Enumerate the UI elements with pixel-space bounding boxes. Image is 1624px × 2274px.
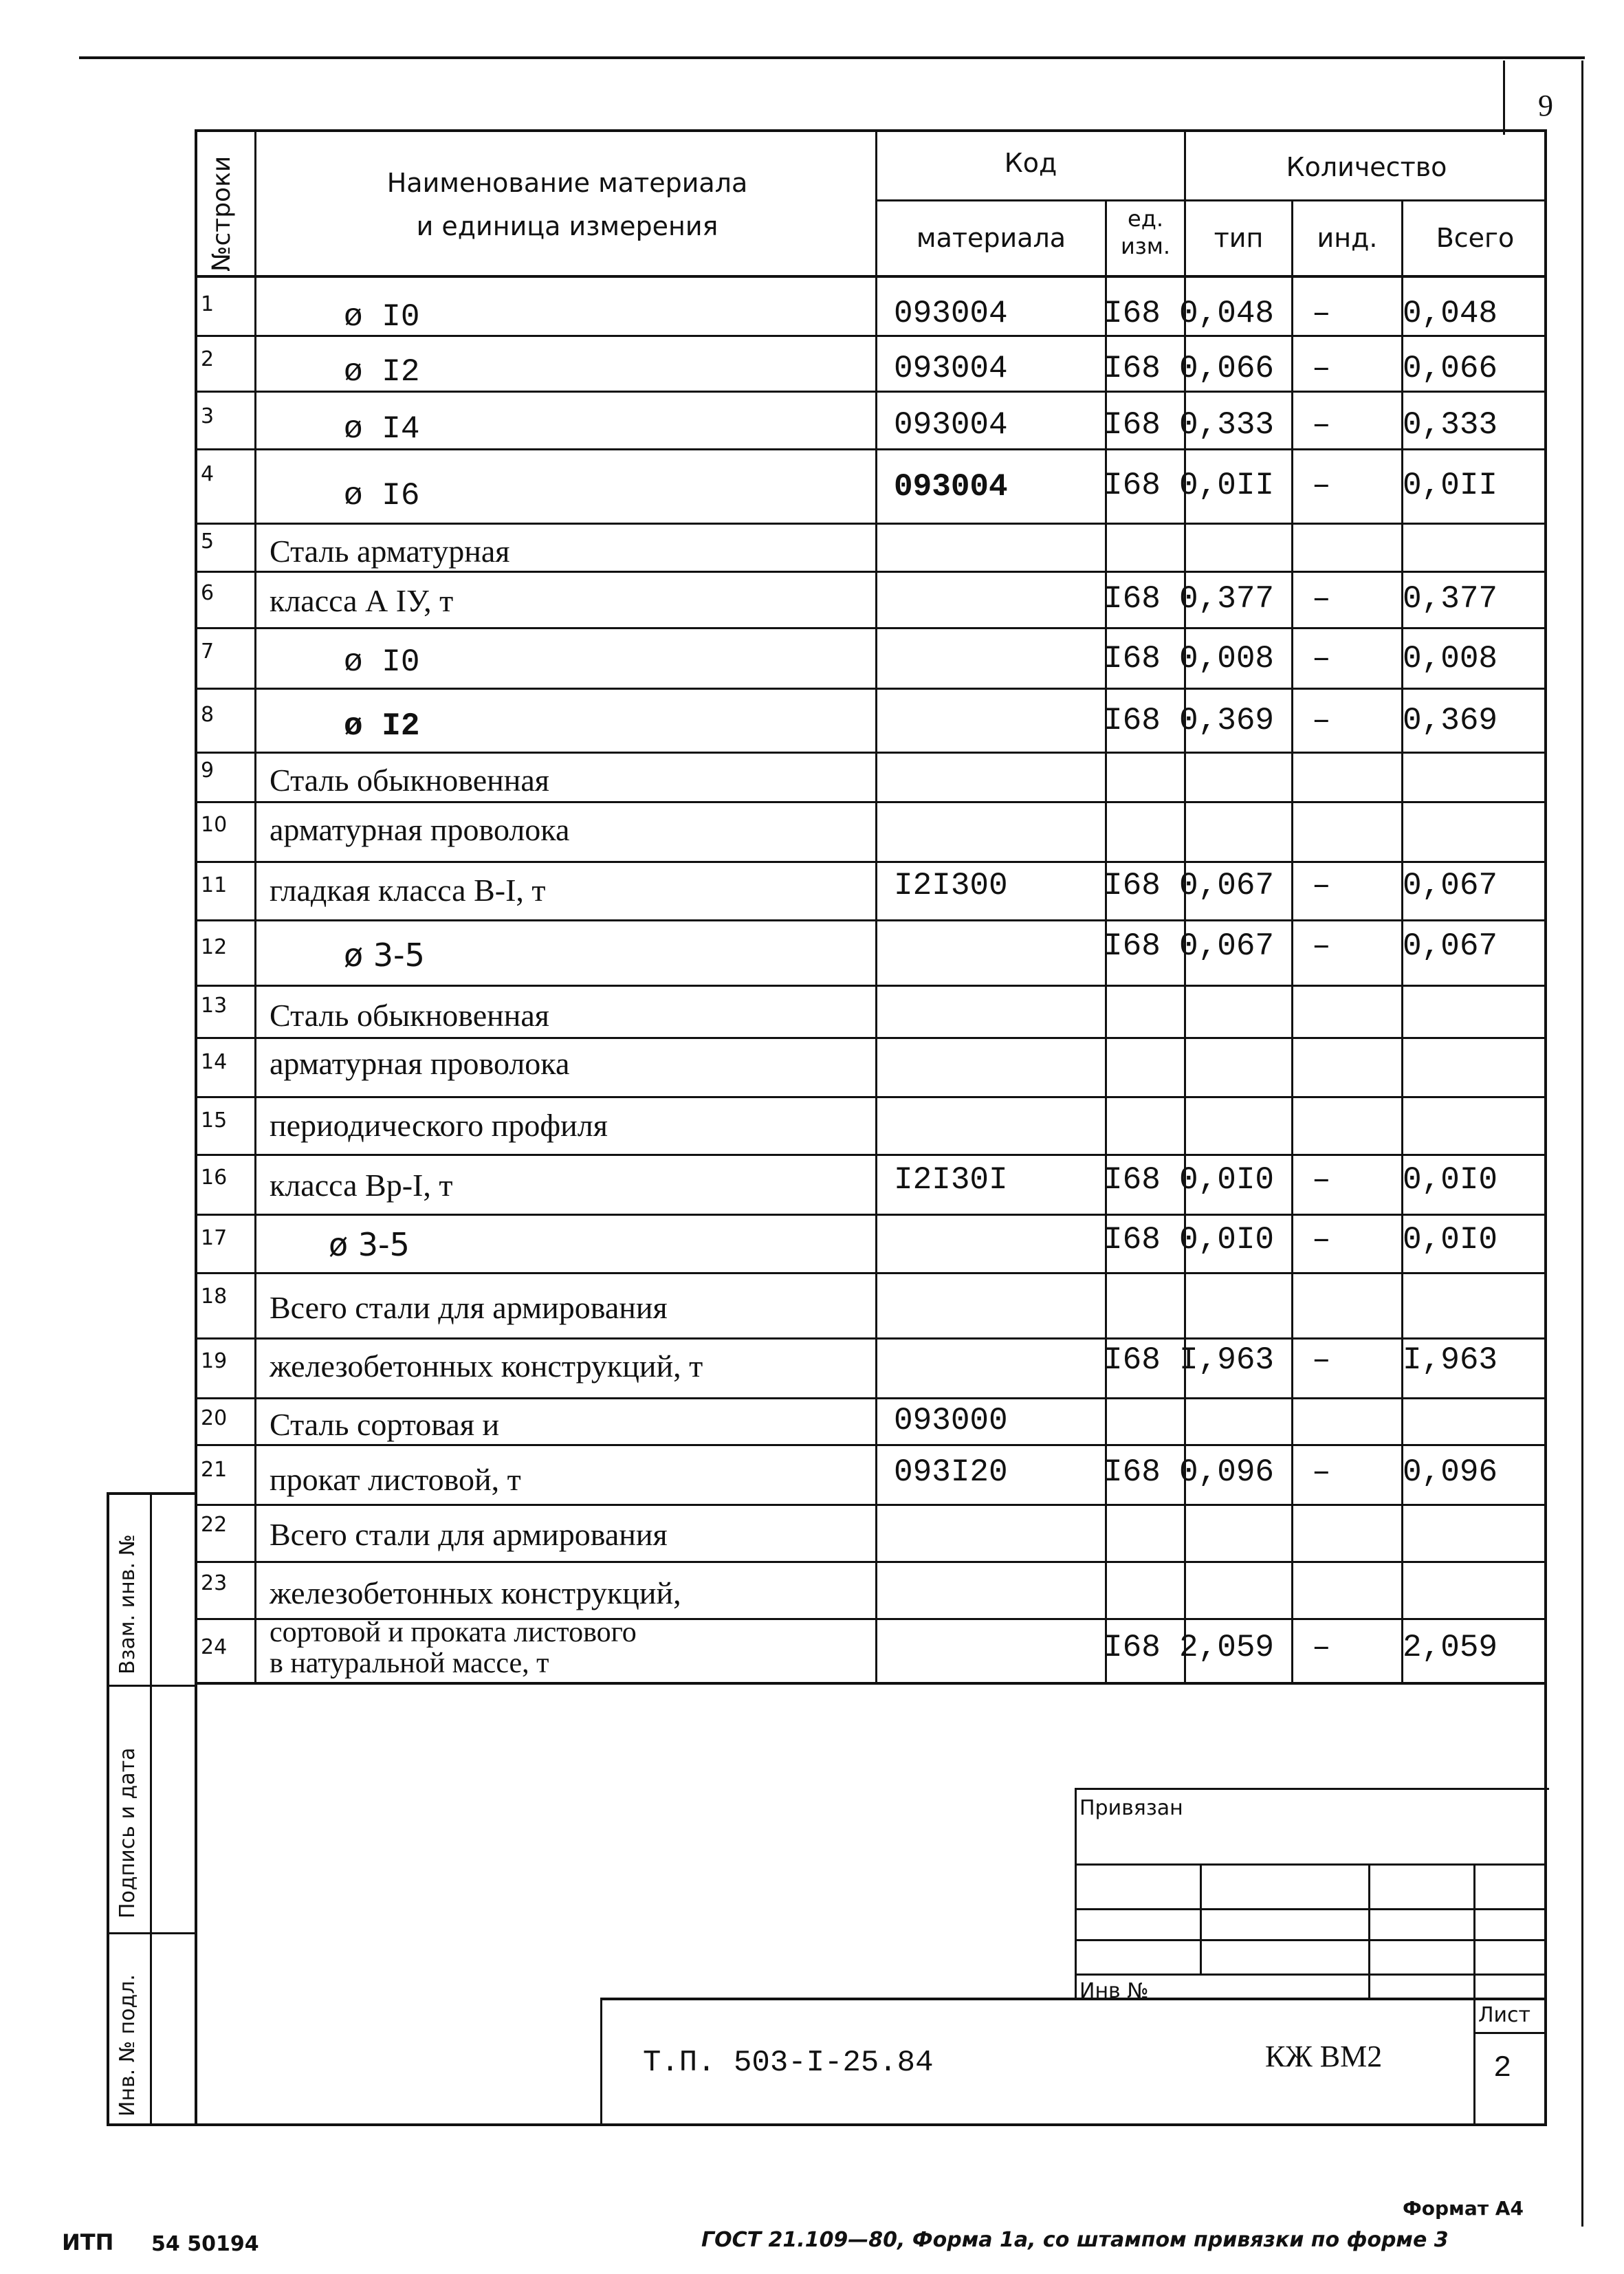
row-unit: I68 (1104, 703, 1161, 739)
row-ind: – (1312, 641, 1331, 677)
header-code-unit-1: ед. (1128, 206, 1163, 232)
side-stamp-sep-1 (107, 1685, 195, 1687)
title-sheet-col (1473, 1998, 1475, 2126)
row-name: железобетонных конструкций, т (270, 1348, 703, 1384)
row-name: ø I0 (344, 299, 420, 335)
row-total: 0,0II (1403, 468, 1498, 503)
header-subline (875, 199, 1547, 201)
title-sheet-number: 2 (1493, 2051, 1512, 2086)
row-ind: – (1312, 868, 1331, 904)
row-number: 6 (201, 581, 215, 605)
row-number: 23 (201, 1571, 228, 1595)
header-quantity: Количество (1286, 152, 1447, 182)
row-name: ø I4 (344, 411, 420, 447)
row-name: арматурная проволока (270, 812, 570, 847)
row-ind: – (1312, 1630, 1331, 1665)
row-ind: – (1312, 1162, 1331, 1198)
row-number: 16 (201, 1166, 228, 1190)
header-qty-ind: инд. (1317, 223, 1378, 253)
row-total: 0,333 (1403, 407, 1498, 443)
row-code: 093000 (894, 1403, 1008, 1439)
header-code: Код (1004, 148, 1057, 178)
row-ind: – (1312, 351, 1331, 386)
row-name: железобетонных конструкций, (270, 1575, 681, 1610)
footer-order: 54 50194 (151, 2232, 259, 2256)
row-name: Сталь арматурная (270, 534, 510, 569)
row-number: 1 (201, 292, 215, 316)
title-doc-code: Т.П. 503-I-25.84 (643, 2046, 934, 2080)
row-unit: I68 (1104, 641, 1161, 677)
header-qty-total: Всего (1436, 223, 1515, 253)
row-number: 21 (201, 1458, 228, 1482)
title-mark: КЖ ВМ2 (1265, 2040, 1383, 2073)
row-number: 15 (201, 1108, 228, 1133)
side-stamp-inner-line (150, 1492, 152, 2126)
row-type: 0,0I0 (1179, 1162, 1275, 1198)
row-number: 4 (201, 462, 215, 486)
row-number: 2 (201, 347, 215, 371)
row-type: 0,369 (1179, 703, 1275, 739)
row-name: ø I2 (344, 354, 420, 390)
col-line-code (875, 129, 877, 1683)
header-bottom-line (195, 275, 1547, 278)
footer-format: Формат А4 (1403, 2197, 1524, 2220)
row-name: Сталь обыкновенная (270, 998, 549, 1033)
footer-org: ИТП (62, 2229, 114, 2255)
row-name: класса А IУ, т (270, 583, 454, 618)
row-total: 0,008 (1403, 641, 1498, 677)
side-stamp-vzam: Взам. инв. № (116, 1534, 140, 1674)
row-name: ø I2 (344, 708, 420, 744)
row-total: 0,0I0 (1403, 1162, 1498, 1198)
row-type: 0,377 (1179, 581, 1275, 617)
row-unit: I68 (1104, 1162, 1161, 1198)
row-type: 0,333 (1179, 407, 1275, 443)
row-total: 0,048 (1403, 296, 1498, 331)
binding-stamp-title: Привязан (1079, 1796, 1183, 1820)
col-line-rowno (254, 129, 256, 1683)
row-number: 13 (201, 994, 228, 1018)
row-number: 14 (201, 1050, 228, 1074)
header-row-number: №строки (208, 155, 236, 272)
header-code-unit-2: изм. (1120, 233, 1171, 259)
row-number: 11 (201, 873, 228, 897)
row-number: 24 (201, 1635, 228, 1659)
row-ind: – (1312, 468, 1331, 503)
row-unit: I68 (1104, 1222, 1161, 1258)
row-number: 12 (201, 935, 228, 959)
binding-col-3 (1473, 1863, 1475, 1998)
row-number: 3 (201, 404, 215, 428)
row-ind: – (1312, 296, 1331, 331)
row-total: 2,059 (1403, 1630, 1498, 1665)
row-name: Сталь сортовая и (270, 1407, 500, 1442)
row-unit: I68 (1104, 928, 1161, 964)
binding-line-1 (1075, 1863, 1547, 1866)
side-stamp-podpis: Подпись и дата (116, 1747, 140, 1918)
row-type: 0,066 (1179, 351, 1275, 386)
row-ind: – (1312, 703, 1331, 739)
row-name: Сталь обыкновенная (270, 763, 549, 798)
row-ind: – (1312, 1454, 1331, 1490)
row-unit: I68 (1104, 1454, 1161, 1490)
row-type: 2,059 (1179, 1630, 1275, 1665)
row-number: 17 (201, 1226, 228, 1250)
row-name: ø 3-5 (344, 937, 425, 974)
row-unit: I68 (1104, 581, 1161, 617)
row-ind: – (1312, 1222, 1331, 1258)
row-name: периодического профиля (270, 1108, 608, 1143)
row-total: 0,067 (1403, 868, 1498, 904)
row-name: гладкая класса В-I, т (270, 873, 546, 908)
footer-gost: ГОСТ 21.109—80, Форма 1а, со штампом привязки по форме 3 (701, 2228, 1449, 2252)
row-unit: I68 (1104, 296, 1161, 331)
row-unit: I68 (1104, 1342, 1161, 1378)
row-unit: I68 (1104, 351, 1161, 386)
row-type: 0,048 (1179, 296, 1275, 331)
row-total: 0,377 (1403, 581, 1498, 617)
row-name: Всего стали для армирования (270, 1290, 668, 1325)
row-number: 9 (201, 758, 215, 783)
row-name-2: в натуральной массе, т (270, 1648, 549, 1679)
row-ind: – (1312, 407, 1331, 443)
row-type: 0,008 (1179, 641, 1275, 677)
title-sheet-label: Лист (1478, 2003, 1531, 2027)
row-code: I2I300 (894, 868, 1008, 904)
row-number: 5 (201, 529, 215, 554)
row-total: 0,096 (1403, 1454, 1498, 1490)
binding-col-2 (1368, 1863, 1370, 1998)
top-rule (79, 56, 1585, 59)
row-number: 22 (201, 1513, 228, 1537)
header-code-material: материала (916, 223, 1066, 253)
page-number-box (1503, 61, 1586, 135)
row-number: 20 (201, 1406, 228, 1430)
row-number: 18 (201, 1284, 228, 1309)
page-number: 9 (1538, 89, 1553, 122)
right-edge-line (1581, 61, 1583, 2227)
row-number: 7 (201, 639, 215, 664)
row-code: 093004 (894, 351, 1008, 386)
header-name-line2: и единица измерения (416, 211, 718, 241)
row-name: ø I6 (344, 478, 420, 514)
row-ind: – (1312, 1342, 1331, 1378)
row-unit: I68 (1104, 407, 1161, 443)
row-code: I2I30I (894, 1162, 1008, 1198)
row-name: сортовой и проката листового (270, 1617, 637, 1648)
row-code: 093004 (894, 296, 1008, 331)
row-number: 10 (201, 813, 228, 837)
binding-inv-no: Инв № (1079, 1979, 1149, 2003)
row-code: 093004 (894, 469, 1008, 505)
row-number: 19 (201, 1349, 228, 1373)
row-name: Всего стали для армирования (270, 1517, 668, 1552)
row-total: 0,0I0 (1403, 1222, 1498, 1258)
row-type: 0,096 (1179, 1454, 1275, 1490)
row-name: ø 3-5 (329, 1226, 410, 1263)
col-line-type (1291, 199, 1293, 1683)
row-unit: I68 (1104, 468, 1161, 503)
row-total: 0,369 (1403, 703, 1498, 739)
header-qty-type: тип (1214, 223, 1264, 253)
row-name: ø I0 (344, 644, 420, 680)
row-type: 0,0II (1179, 468, 1275, 503)
row-ind: – (1312, 928, 1331, 964)
title-sheet-sep (1473, 2032, 1547, 2034)
row-unit: I68 (1104, 1630, 1161, 1665)
row-type: 0,067 (1179, 928, 1275, 964)
row-name: арматурная проволока (270, 1046, 570, 1081)
binding-col-1 (1200, 1863, 1202, 1974)
row-name: прокат листовой, т (270, 1462, 521, 1497)
row-code: 093004 (894, 407, 1008, 443)
row-code: 093I20 (894, 1454, 1008, 1490)
row-total: 0,066 (1403, 351, 1498, 386)
row-number: 8 (201, 703, 215, 727)
row-ind: – (1312, 581, 1331, 617)
row-total: I,963 (1403, 1342, 1498, 1378)
side-stamp-inv-podl: Инв. № подл. (116, 1974, 140, 2117)
row-type: 0,067 (1179, 868, 1275, 904)
row-type: 0,0I0 (1179, 1222, 1275, 1258)
side-stamp-sep-2 (107, 1932, 195, 1934)
binding-line-4 (1075, 1974, 1547, 1976)
row-type: I,963 (1179, 1342, 1275, 1378)
binding-line-2 (1075, 1908, 1547, 1910)
binding-line-3 (1075, 1939, 1547, 1941)
row-name: класса Вр-I, т (270, 1168, 453, 1203)
header-name-line1: Наименование материала (386, 168, 748, 198)
row-total: 0,067 (1403, 928, 1498, 964)
row-unit: I68 (1104, 868, 1161, 904)
